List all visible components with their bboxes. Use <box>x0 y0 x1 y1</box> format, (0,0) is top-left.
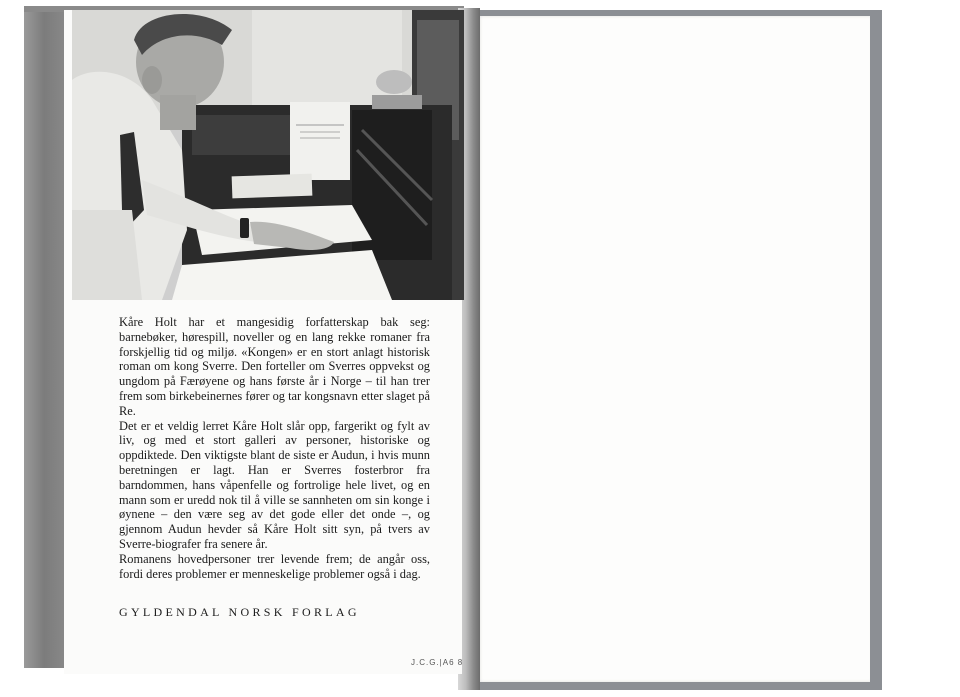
print-code: J.C.G.|A6 8 <box>411 658 464 667</box>
description-paragraph: Det er et veldig lerret Kåre Holt slår opp, fargerikt og fylt av liv, og med et stort galleri av personer, historiske og oppdiktede. Den viktigste blant de siste er Audun, i hvis munn beretningen er lagt. Han er Sverres fosterbror fra barndommen, hans våpenfelle og fortrolige hele livet, og en mann som er uredd nok til å ville se sannheten om sin konge i øynene – den være seg av det gode eller det onde –, og gjennom Audun hevder så Kåre Holt sitt syn, på tvers av Sverre-biografer fra senere år. <box>119 418 430 551</box>
blank-endpaper <box>478 16 870 682</box>
author-photo <box>72 10 464 300</box>
description-paragraph: Romanens hovedpersoner trer levende frem; de angår oss, fordi deres problemer er menneskelige problemer også i dag. <box>119 551 430 581</box>
description-paragraph: Kåre Holt har et mangesidig forfatterskap bak seg: barnebøker, hørespill, noveller og en lang rekke romaner fra forskjellig tid og miljø. «Kongen» er en stort anlagt historisk roman om kong Sverre. Den forteller om Sverres oppvekst og ungdom på Færøyene og hans første år i Norge – til han trer frem som birkebeinernes fører og tar kongsnavn etter slaget på Re. <box>119 315 430 418</box>
book-description <box>119 315 430 581</box>
publisher-name: GYLDENDAL NORSK FORLAG <box>119 605 360 619</box>
